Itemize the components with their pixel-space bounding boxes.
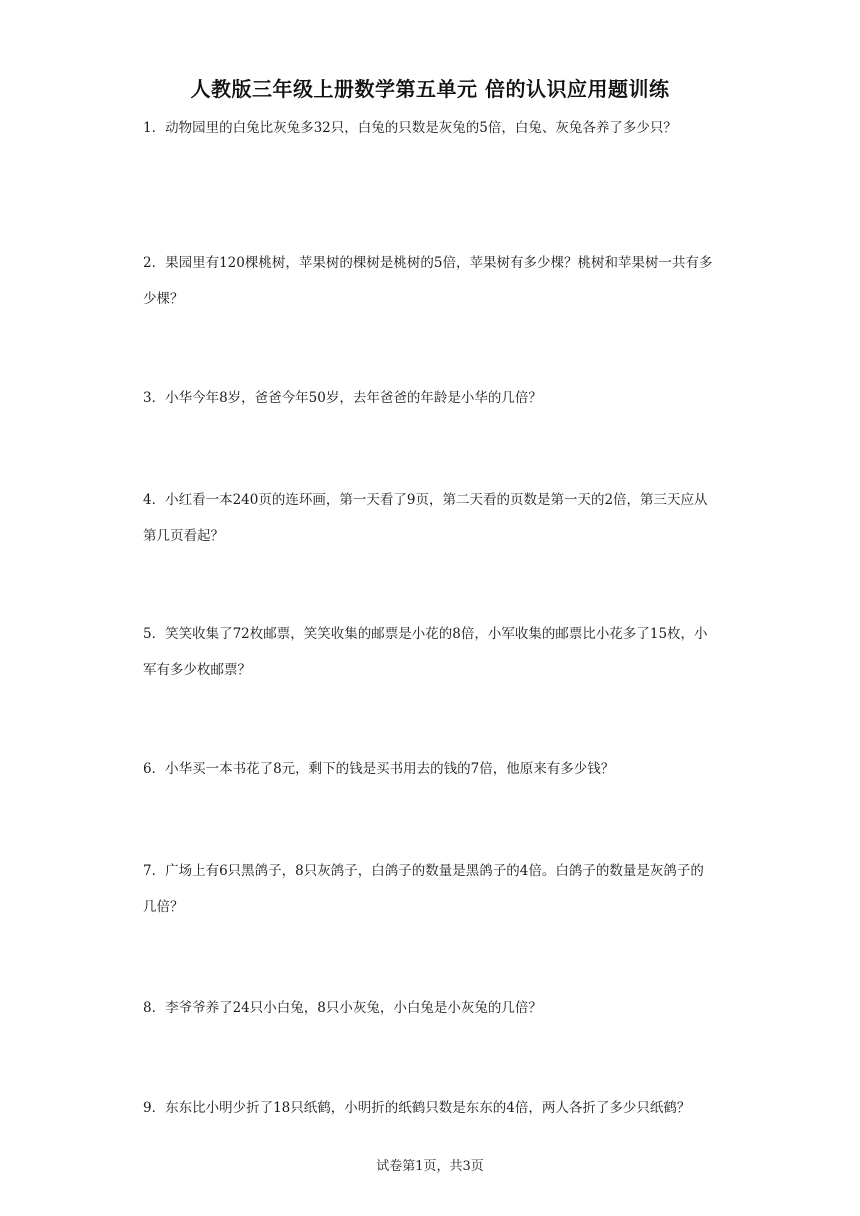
question-text: 小华买一本书花了8元，剩下的钱是买书用去的钱的7倍，他原来有多少钱？: [165, 761, 615, 777]
question-1: [143, 110, 717, 146]
question-number: 5．: [143, 626, 166, 642]
question-text: 小华今年8岁，爸爸今年50岁，去年爸爸的年龄是小华的几倍？: [165, 390, 542, 406]
question-5: [143, 616, 717, 688]
question-text: 广场上有6只黑鸽子，8只灰鸽子，白鸽子的数量是黑鸽子的4倍。白鸽子的数量是灰鸽子的几倍？: [143, 863, 704, 915]
question-text: 小红看一本240页的连环画，第一天看了9页，第二天看的页数是第一天的2倍，第三天应从第几页看起？: [143, 492, 708, 544]
question-number: 8．: [143, 1000, 166, 1016]
question-7: [143, 853, 717, 925]
question-text: 动物园里的白兔比灰兔多32只，白兔的只数是灰兔的5倍，白兔、灰兔各养了多少只？: [165, 120, 677, 136]
question-number: 3．: [143, 390, 166, 406]
question-number: 7．: [143, 863, 166, 879]
question-3: [143, 380, 717, 416]
question-2: [143, 245, 717, 317]
question-number: 4．: [143, 492, 166, 508]
question-number: 6．: [143, 761, 166, 777]
question-9: [143, 1090, 717, 1126]
question-number: 2．: [143, 255, 166, 271]
question-text: 李爷爷养了24只小白兔，8只小灰兔，小白兔是小灰兔的几倍？: [165, 1000, 542, 1016]
question-text: 果园里有120棵桃树，苹果树的棵树是桃树的5倍，苹果树有多少棵？桃树和苹果树一共有多少棵？: [143, 255, 713, 307]
question-6: [143, 751, 717, 787]
question-text: 东东比小明少折了18只纸鹤，小明折的纸鹤只数是东东的4倍，两人各折了多少只纸鹤？: [165, 1100, 691, 1116]
question-text: 笑笑收集了72枚邮票，笑笑收集的邮票是小花的8倍，小军收集的邮票比小花多了15枚，小军有多少枚邮票？: [143, 626, 708, 678]
question-4: [143, 482, 717, 554]
question-number: 1．: [143, 120, 166, 136]
page-title: 人教版三年级上册数学第五单元 倍的认识应用题训练: [190, 77, 670, 101]
page-footer: 试卷第1页，共3页: [376, 1159, 484, 1174]
question-number: 9．: [143, 1100, 166, 1116]
question-8: [143, 990, 717, 1026]
